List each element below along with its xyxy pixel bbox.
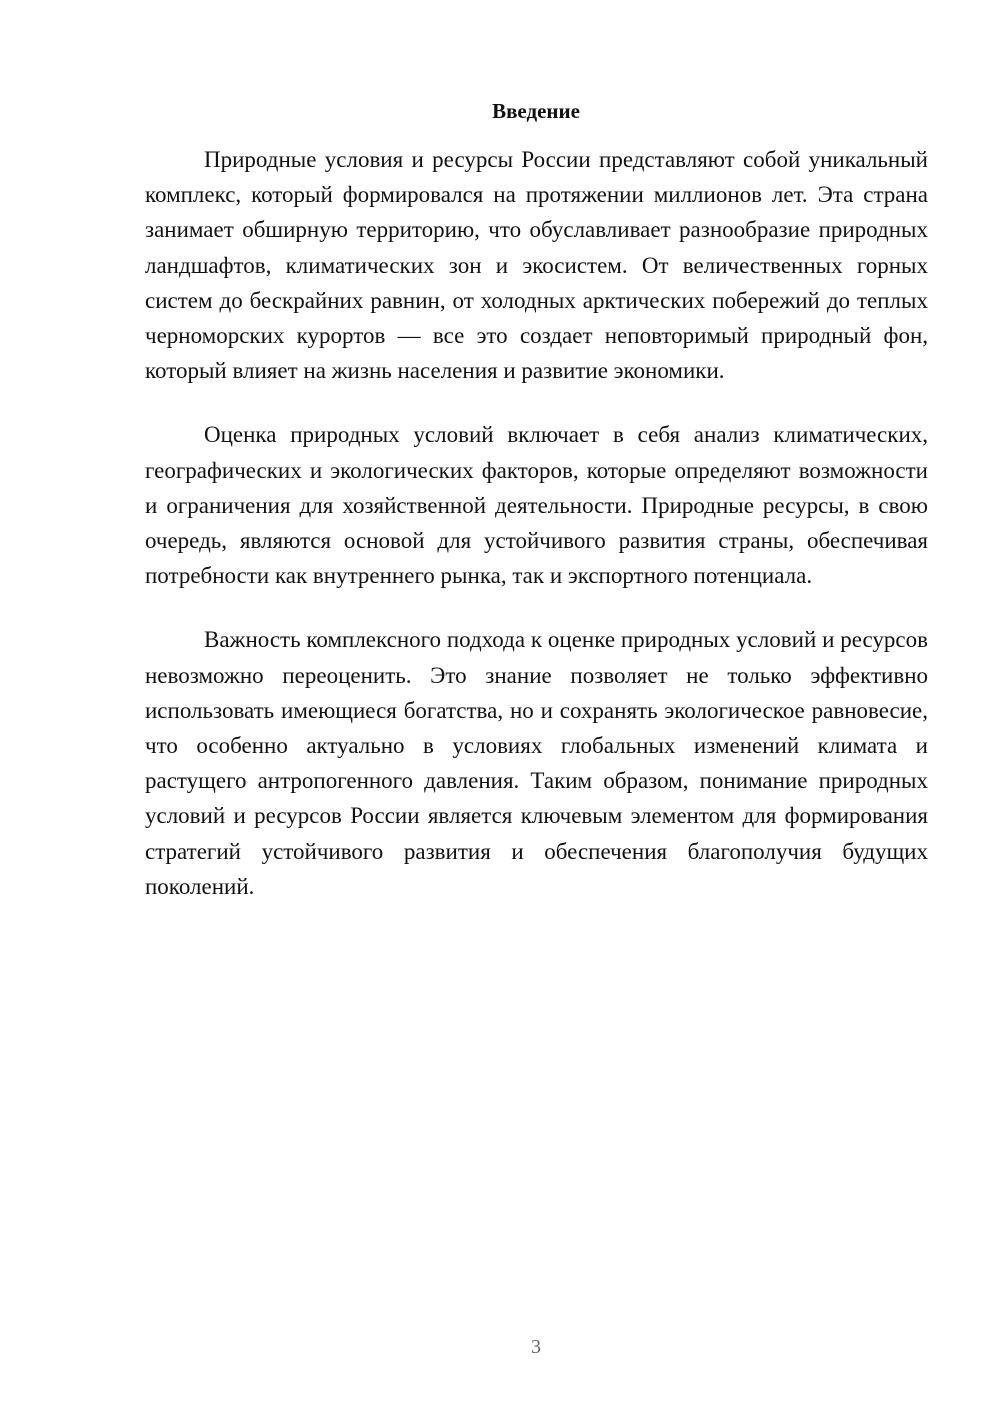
paragraph-2: Оценка природных условий включает в себя анализ климатических, географических и экологических факторов, которые определяют возможности и ограничения для хозяйственной деятельности. Природные ресурсы, в свою очередь, являются основой для устойчивого развития страны, обеспечивая потребности как внутреннего рынка, так и экспортного потенциала. xyxy=(145,422,928,589)
paragraph-3: Важность комплексного подхода к оценке природных условий и ресурсов невозможно переоценить. Это знание позволяет не только эффективно использовать имеющиеся богатства, но и сохранять экологическое равновесие, что особенно актуально в условиях глобальных изменений климата и растущего антропогенного давления. Таким образом, понимание природных условий и ресурсов России является ключевым элементом для формирования стратегий устойчивого развития и обеспечения благополучия будущих поколений. xyxy=(145,627,928,899)
body-text xyxy=(145,142,928,933)
paragraph-1: Природные условия и ресурсы России представляют собой уникальный комплекс, который формировался на протяжении миллионов лет. Эта страна занимает обширную территорию, что обуславливает разнообразие природных ландшафтов, климатических зон и экосистем. От величественных горных систем до бескрайних равнин, от холодных арктических побережий до теплых черноморских курортов — все это создает неповторимый природный фон, который влияет на жизнь населения и развитие экономики. xyxy=(145,147,928,384)
page-number: 3 xyxy=(531,1336,541,1358)
section-title: Введение xyxy=(492,99,580,123)
